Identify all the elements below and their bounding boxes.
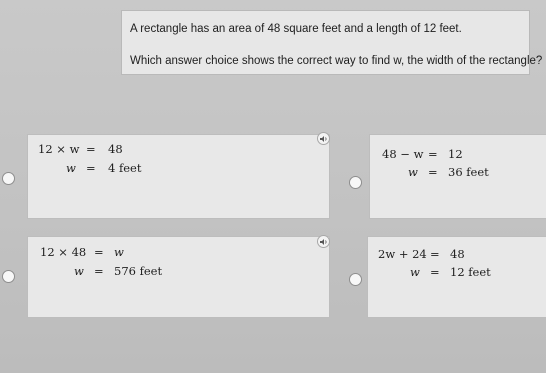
choice-2-panel[interactable] [369,134,546,219]
choice-2-radio[interactable] [349,176,362,189]
eq2-equals: = [86,161,96,175]
eq1-equals: = [430,247,440,261]
question-prompt: Which answer choice shows the correct way to find w, the width of the rectangle? [130,55,543,67]
eq2-rhs: 36 feet [448,165,489,179]
eq1-equals: = [428,147,438,161]
choice-1-speaker-button[interactable] [317,132,330,145]
eq2-rhs: 12 feet [450,265,491,279]
eq2-lhs: w [410,265,420,279]
speaker-icon [320,238,328,246]
eq1-lhs: 12 × w [38,142,80,156]
eq1-lhs: 12 × 48 [40,245,87,259]
eq1-rhs: 48 [450,247,465,261]
question-text: A rectangle has an area of 48 square feet and a length of 12 feet. [130,23,462,35]
eq1-rhs: 12 [448,147,463,161]
choice-3-radio[interactable] [2,270,15,283]
choice-4-radio[interactable] [349,273,362,286]
question-box [121,10,543,75]
eq1-lhs: 48 − w [382,147,424,161]
eq2-lhs: w [74,264,84,278]
eq1-equals: = [86,142,96,156]
eq2-lhs: w [66,161,76,175]
choice-1-radio[interactable] [2,172,15,185]
speaker-icon [320,135,328,143]
eq1-lhs: 2w + 24 [378,247,427,261]
choice-3-speaker-button[interactable] [317,235,330,248]
eq2-equals: = [430,265,440,279]
choice-1-panel[interactable] [27,134,330,219]
eq1-equals: = [94,245,104,259]
eq1-rhs: 48 [108,142,123,156]
choice-3-panel[interactable] [27,236,330,318]
eq2-equals: = [428,165,438,179]
eq2-rhs: 4 feet [108,161,142,175]
eq2-rhs: 576 feet [114,264,163,278]
eq1-rhs: w [114,245,124,259]
eq2-equals: = [94,264,104,278]
choice-4-panel[interactable] [367,236,546,318]
eq2-lhs: w [408,165,418,179]
